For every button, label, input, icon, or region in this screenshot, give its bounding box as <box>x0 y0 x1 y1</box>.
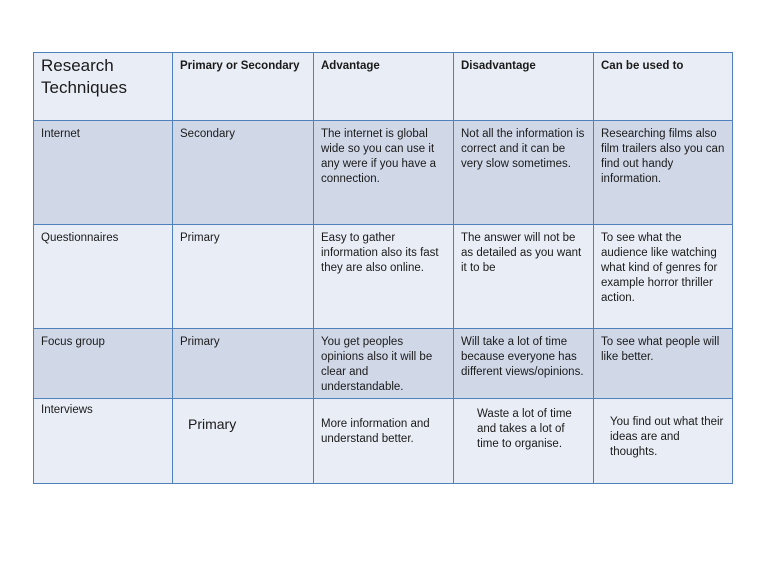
header-use: Can be used to <box>593 53 732 120</box>
header-type: Primary or Secondary <box>172 53 313 120</box>
cell-advantage <box>313 399 453 483</box>
cell-advantage: The internet is global wide so you can use it any were if you have a connection. <box>313 121 453 224</box>
table-row <box>34 224 732 328</box>
cell-technique: Interviews <box>41 404 93 416</box>
cell-disadvantage: Not all the information is correct and it can be very slow sometimes. <box>453 121 593 224</box>
cell-type <box>172 399 313 483</box>
cell-disadvantage <box>453 399 593 483</box>
table-row <box>34 328 732 398</box>
table-header-row <box>34 53 732 120</box>
cell-advantage-text: More information and understand better. <box>321 418 430 445</box>
table-row <box>34 120 732 224</box>
cell-use: To see what people will like better. <box>593 329 732 398</box>
cell-use: To see what the audience like watching what kind of genres for example horror thriller action. <box>593 225 732 328</box>
cell-disadvantage-text: Waste a lot of time and takes a lot of time to organise. <box>477 408 572 450</box>
header-disadvantage: Disadvantage <box>453 53 593 120</box>
cell-disadvantage: Will take a lot of time because everyone has different views/opinions. <box>453 329 593 398</box>
header-technique: Research Techniques <box>41 56 128 97</box>
cell-type: Primary <box>172 329 313 398</box>
cell-type: Secondary <box>172 121 313 224</box>
cell-use-text: You find out what their ideas are and thoughts. <box>610 416 724 458</box>
cell-technique: Focus group <box>41 336 105 348</box>
cell-use <box>593 399 732 483</box>
cell-technique: Questionnaires <box>41 232 119 244</box>
research-techniques-table <box>33 52 733 484</box>
cell-type-text: Primary <box>188 416 237 432</box>
header-advantage: Advantage <box>313 53 453 120</box>
cell-use: Researching films also film trailers also you can find out handy information. <box>593 121 732 224</box>
table-row <box>34 398 732 483</box>
cell-technique: Internet <box>41 128 80 140</box>
cell-disadvantage: The answer will not be as detailed as you want it to be <box>453 225 593 328</box>
cell-type: Primary <box>172 225 313 328</box>
cell-advantage: You get peoples opinions also it will be clear and understandable. <box>313 329 453 398</box>
cell-advantage: Easy to gather information also its fast they are also online. <box>313 225 453 328</box>
